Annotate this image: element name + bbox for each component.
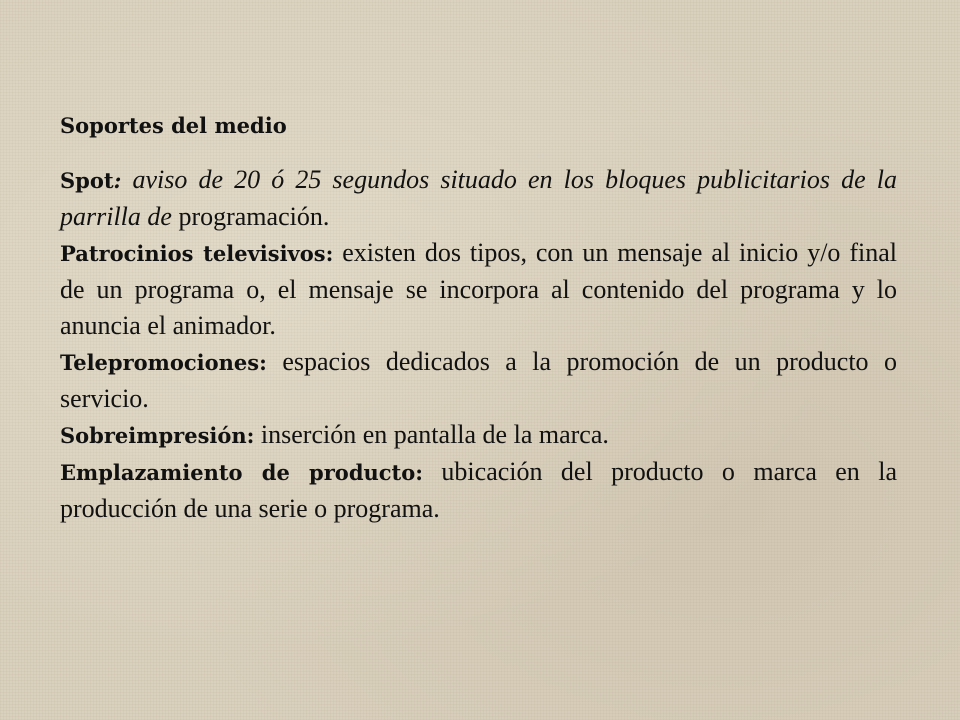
entry-telepromociones [60, 344, 897, 417]
definition-telepromociones: espacios dedicados a la promoción de un producto o servicio. [60, 347, 897, 413]
slide-content [60, 108, 897, 527]
definition-sobreimpresion: inserción en pantalla de la marca. [254, 420, 609, 449]
term-emplazamiento: Emplazamiento de producto: [60, 460, 424, 485]
definition-emplazamiento: ubicación del producto o marca en la producción de una serie o programa. [60, 457, 897, 523]
term-telepromociones: Telepromociones: [60, 350, 267, 375]
slide-title: Soportes del medio [60, 113, 287, 138]
term-sobreimpresion: Sobreimpresión: [60, 423, 255, 448]
term-patrocinios: Patrocinios televisivos: [60, 241, 334, 266]
definition-spot: programación. [171, 202, 330, 231]
entry-spot [60, 162, 897, 235]
entry-patrocinios [60, 235, 897, 344]
term-spot: Spot [60, 168, 114, 193]
term-spot-separator: : [113, 168, 122, 193]
entry-sobreimpresion [60, 417, 897, 454]
definition-patrocinios: existen dos tipos, con un mensaje al inicio y/o final de un programa o, el mensaje se incorpora al contenido del programa y lo anuncia el animador. [60, 238, 897, 340]
entry-emplazamiento [60, 454, 897, 527]
definition-spot-italic: aviso de 20 ó 25 segundos situado en los bloques publicitarios de la parrilla de [60, 165, 897, 231]
